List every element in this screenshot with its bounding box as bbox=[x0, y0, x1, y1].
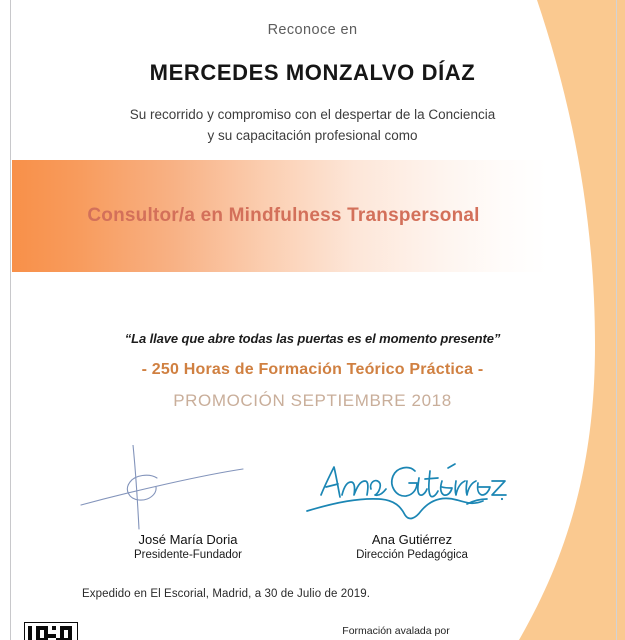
frame-rule-right bbox=[616, 0, 617, 640]
signature-name: José María Doria bbox=[138, 532, 238, 547]
signature-role: Dirección Pedagógica bbox=[356, 549, 468, 561]
promotion-text: PROMOCIÓN SEPTIEMBRE 2018 bbox=[173, 391, 452, 410]
subtitle-block bbox=[0, 104, 625, 146]
award-title: Consultor/a en Mindfulness Transpersonal bbox=[87, 205, 480, 226]
signature-block-gutierrez bbox=[297, 445, 527, 561]
qr-code-pattern bbox=[28, 626, 72, 640]
signature-role: Presidente-Fundador bbox=[133, 549, 243, 561]
signature-name: Ana Gutiérrez bbox=[371, 532, 453, 547]
recognise-label: Reconoce en bbox=[267, 22, 358, 38]
issue-statement: Expedido en El Escorial, Madrid, a 30 de Julio de 2019. bbox=[82, 588, 371, 600]
subtitle-line-1: Su recorrido y compromiso con el despertar de la Conciencia bbox=[129, 107, 496, 122]
quote-text: “La llave que abre todas las puertas es el momento presente” bbox=[124, 331, 501, 346]
qr-code[interactable] bbox=[24, 622, 78, 640]
subtitle-line-2: y su capacitación profesional como bbox=[207, 128, 418, 143]
cross-ellipse-signature-icon bbox=[73, 445, 303, 530]
endorsement-label: Formación avalada por bbox=[342, 625, 450, 637]
awardee-name: MERCEDES MONZALVO DÍAZ bbox=[149, 60, 476, 85]
signature-block-doria bbox=[73, 445, 303, 561]
frame-rule-left bbox=[10, 0, 11, 640]
handwritten-signature-icon bbox=[297, 445, 527, 530]
hours-text: - 250 Horas de Formación Teórico Práctica - bbox=[141, 361, 484, 378]
award-banner bbox=[12, 160, 547, 272]
